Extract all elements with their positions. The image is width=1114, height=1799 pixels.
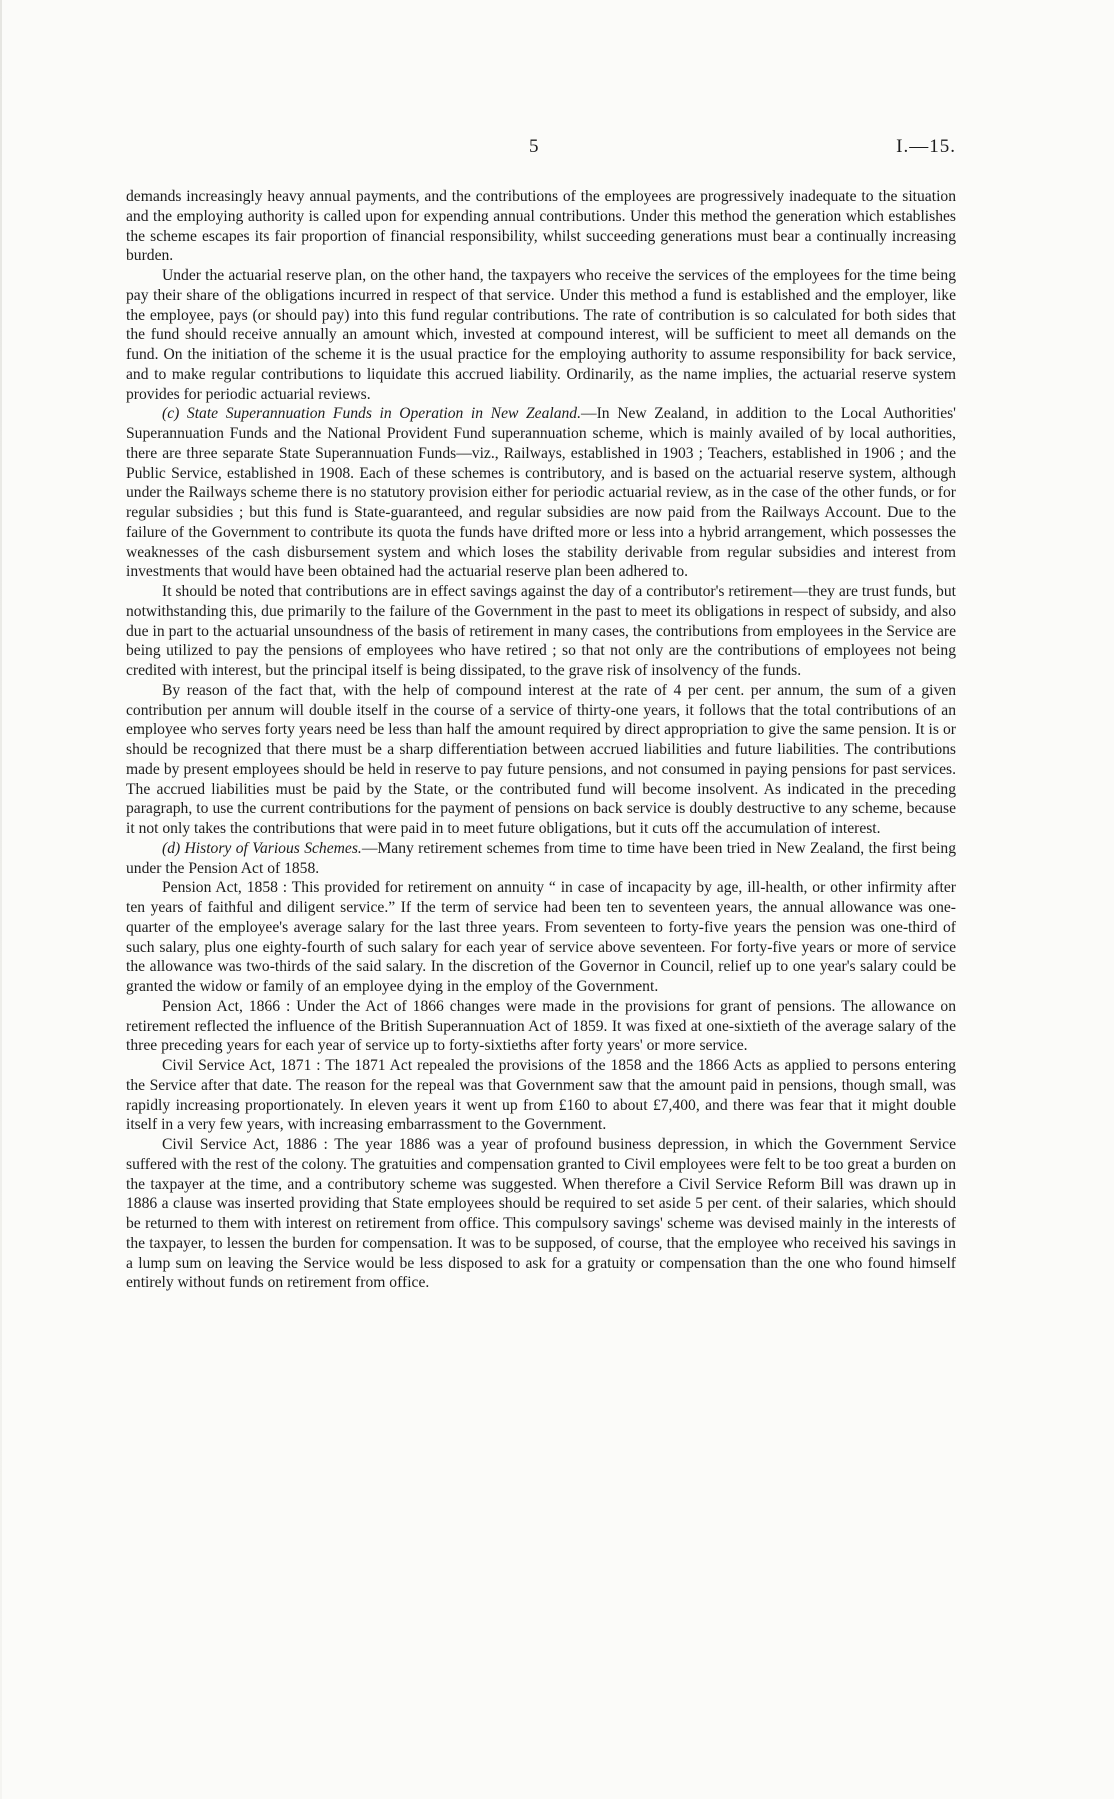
paragraph: demands increasingly heavy annual payments, and the contributions of the employees are progressively inadequate to the situation and the employing authority is called upon for expending annual contributions. Under this method the generation which establishes the scheme escapes its fair proportion of financial responsibility, whilst succeeding generations must bear a continually increasing burden. bbox=[126, 188, 956, 265]
paragraph: Under the actuarial reserve plan, on the other hand, the taxpayers who receive the services of the employees for the time being pay their share of the obligations incurred in respect of that service. Under this method a fund is established and the employer, like the employee, pays (or should pay) into this fund regular contributions. The rate of contribution is so calculated for both sides that the fund should receive annually an amount which, invested at compound interest, will be sufficient to meet all demands on the fund. On the initiation of the scheme it is the usual practice for the employing authority to assume responsibility for back service, and to make regular contributions to liquidate this accrued liability. Ordinarily, as the name implies, the actuarial reserve system provides for periodic actuarial reviews. bbox=[126, 267, 956, 403]
section-d-text: —Many retirement schemes from time to time have been tried in New Zealand, the first being under the Pension Act of 1858. bbox=[126, 839, 957, 877]
section-d-title: (d) History of Various Schemes. bbox=[162, 839, 362, 857]
paragraph-civil-service-act-1871: Civil Service Act, 1871 : The 1871 Act repealed the provisions of the 1858 and the 1866 Acts as applied to persons entering the Service after that date. The reason for the repeal was that Government saw that the amount paid in pensions, though small, was rapidly increasing proportionately. In eleven years it went up from £160 to about £7,400, and there was fear that it might double itself in a very few years, with increasing embarrassment to the Government. bbox=[126, 1057, 956, 1134]
paragraph-pension-act-1858: Pension Act, 1858 : This provided for retirement on annuity “ in case of incapacity by age, ill-health, or other infirmity after ten years of faithful and diligent service.” If the term of service had been ten to seventeen years, the annual allowance was one-quarter of the employee's average salary for the last three years. From seventeen to forty-five years the pension was one-third of such salary, plus one eighty-fourth of such salary for each year of service above seventeen. For forty-five years or more of service the allowance was two-thirds of the said salary. In the discretion of the Governor in Council, relief up to one year's salary could be granted the widow or family of an employee dying in the employ of the Government. bbox=[126, 879, 956, 995]
page-number: 5 bbox=[529, 136, 539, 157]
section-c-paragraph bbox=[126, 404, 956, 582]
document-reference: I.—15. bbox=[896, 136, 956, 157]
paragraph: By reason of the fact that, with the help of compound interest at the rate of 4 per cent. per annum, the sum of a given contribution per annum will double itself in the course of a service of thirty-one years, it follows that the total contributions of an employee who serves forty years need be less than half the amount required by direct appropriation to give the same pension. It is or should be recognized that there must be a sharp differentiation between accrued liabilities and future liabilities. The contributions made by present employees should be held in reserve to pay future pensions, and not consumed in paying pensions for past services. The accrued liabilities must be paid by the State, or the contributed fund will become insolvent. As indicated in the preceding paragraph, to use the current contributions for the payment of pensions on back service is doubly destructive to any scheme, because it not only takes the contributions that were paid in to meet future obligations, but it cuts off the accumulation of interest. bbox=[126, 681, 956, 837]
section-c-text: —In New Zealand, in addition to the Local Authorities' Superannuation Funds and the National Provident Fund superannuation scheme, which is mainly availed of by local authorities, there are three separate State Superannuation Funds—viz., Railways, established in 1903 ; Teachers, established in 1906 ; and the Public Service, established in 1908. Each of these schemes is contributory, and is based on the actuarial reserve system, although under the Railways scheme there is no statutory provision either for periodic actuarial review, as in the case of the other funds, or for regular subsidies ; but this fund is State-guaranteed, and regular subsidies are now paid from the Railways Account. Due to the failure of the Government to contribute its quota the funds have drifted more or less into a hybrid arrangement, which possesses the weaknesses of the cash disbursement system and which loses the stability derivable from regular subsidies and interest from investments that would have been obtained had the actuarial reserve plan been adhered to. bbox=[126, 405, 956, 581]
paragraph: It should be noted that contributions are in effect savings against the day of a contributor's retirement—they are trust funds, but notwithstanding this, due primarily to the failure of the Government in the past to meet its obligations in respect of subsidy, and also due in part to the actuarial unsoundness of the basis of retirement in many cases, the contributions from employees in the Service are being utilized to pay the pensions of employees who have retired ; so that not only are the contributions of employees not being credited with interest, but the principal itself is being dissipated, to the grave risk of insolvency of the funds. bbox=[126, 583, 956, 679]
page-header bbox=[126, 136, 956, 160]
scan-edge bbox=[0, 0, 2, 1799]
section-d-paragraph bbox=[126, 839, 956, 879]
paragraph-pension-act-1866: Pension Act, 1866 : Under the Act of 1866 changes were made in the provisions for grant of pensions. The allowance on retirement reflected the influence of the British Superannuation Act of 1859. It was fixed at one-sixtieth of the average salary of the three preceding years for each year of service up to forty-sixtieths after forty years' or more service. bbox=[126, 997, 956, 1055]
document-body bbox=[126, 187, 956, 1293]
section-c-title: (c) State Superannuation Funds in Operation in New Zealand. bbox=[162, 405, 582, 423]
paragraph-civil-service-act-1886: Civil Service Act, 1886 : The year 1886 was a year of profound business depression, in which the Government Service suffered with the rest of the colony. The gratuities and compensation granted to Civil employees were felt to be too great a burden on the taxpayer at the time, and a contributory scheme was suggested. When therefore a Civil Service Reform Bill was drawn up in 1886 a clause was inserted providing that State employees should be required to set aside 5 per cent. of their salaries, which should be returned to them with interest on retirement from office. This compulsory savings' scheme was devised mainly in the interests of the taxpayer, to lessen the burden for compensation. It was to be supposed, of course, that the employee who received his savings in a lump sum on leaving the Service would be less disposed to ask for a gratuity or compensation than the one who found himself entirely without funds on retirement from office. bbox=[126, 1136, 956, 1292]
